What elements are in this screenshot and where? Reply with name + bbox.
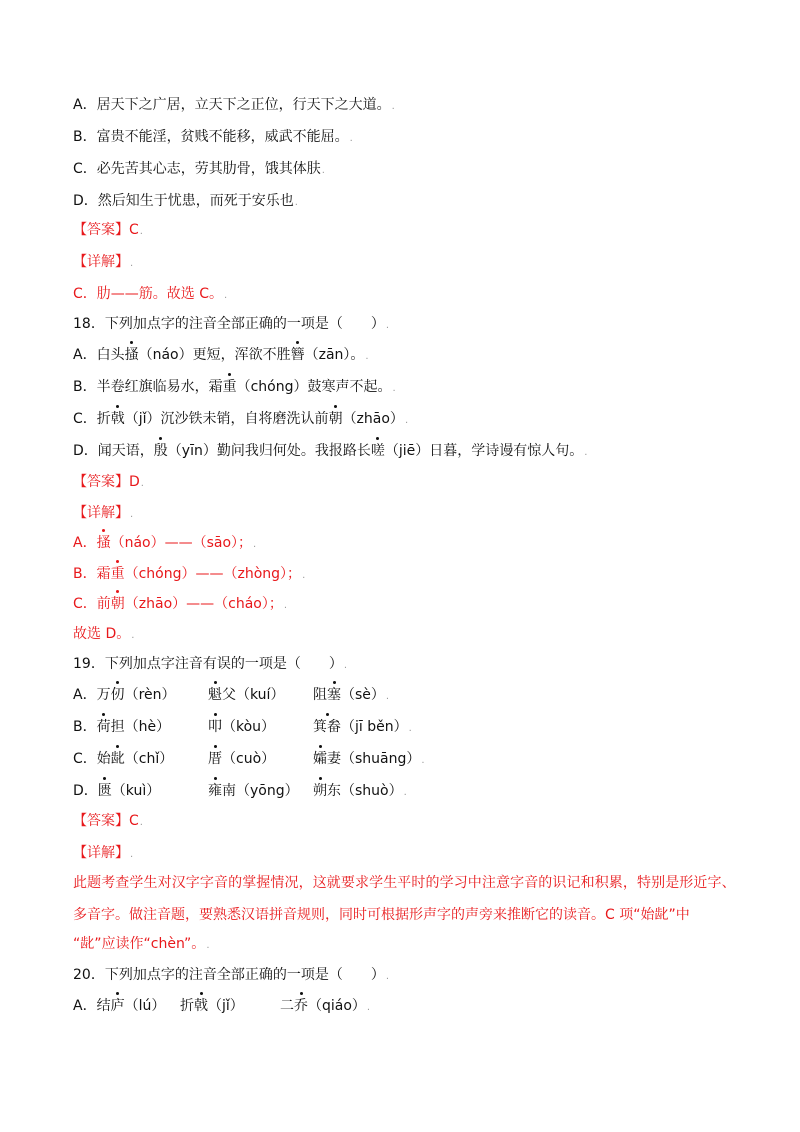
q19-c-item3: 孀妻（shuāng）.	[313, 751, 425, 767]
q18-a-pre: A．白头	[73, 347, 125, 363]
q17-option-d-text: D．然后知生于忧患，而死于安乐也	[73, 193, 294, 209]
dotted-char: 雍	[208, 783, 222, 799]
q18-detail-label: 【详解】.	[73, 505, 134, 521]
dotted-char: 魁	[208, 687, 222, 703]
dotted-char: 孀	[313, 751, 327, 767]
q19-exp-line3-text: “龀”应读作“chèn”。	[73, 936, 206, 952]
q18-option-b: B．半卷红旗临易水，霜重（chóng）鼓寒声不起。.	[73, 379, 396, 395]
q19-stem-text: 19．下列加点字注音有误的一项是（ ）	[73, 656, 343, 672]
q20-stem-text: 20．下列加点字的注音全部正确的一项是（ ）	[73, 967, 385, 983]
q18-c-post: （zhāo）	[342, 411, 404, 427]
q19-answer-label: 【答案】	[73, 813, 129, 829]
q17-option-a-text: A．居天下之广居，立天下之正位，行天下之大道。	[73, 97, 391, 113]
q17-option-d: D．然后知生于忧患，而死于安乐也.	[73, 193, 298, 209]
dotted-char: 朝	[110, 596, 125, 612]
item-post: （sè）	[341, 687, 385, 703]
q19-b-item2	[208, 717, 275, 737]
item-post: 南（yōng）	[222, 783, 299, 799]
q19-d-item3: 朔东（shuò）.	[313, 783, 407, 799]
item-post: （cuò）	[222, 751, 276, 767]
item-pre: 折	[180, 998, 194, 1014]
q19-answer: 【答案】C.	[73, 813, 143, 829]
q19-d-item2	[208, 781, 299, 801]
q18-explain-b: B．霜重（chóng）——（zhòng）；.	[73, 566, 306, 582]
q19-c-item1	[73, 749, 173, 769]
item-pre: 阻	[313, 687, 327, 703]
item-post: 东（shuò）	[327, 783, 403, 799]
dotted-char: 殷	[153, 443, 168, 459]
q18-explain-c: C．前朝（zhāo）——（cháo）；.	[73, 596, 288, 612]
q18-d-post: （jiē）日暮，学诗谩有惊人句。	[384, 443, 584, 459]
q19-explanation-line2	[73, 905, 690, 925]
item-pre: 二	[280, 998, 294, 1014]
item-post: 担（hè）	[110, 719, 171, 735]
q18-b-pre: B．半卷红旗临易水，霜	[73, 379, 223, 395]
dotted-char: 龀	[110, 751, 125, 767]
q19-exp-line1-text: 此题考查学生对汉字字音的掌握情况，这就要求学生平时的学习中注意字音的识记和积累，特别是形近字、	[73, 875, 736, 891]
q17-option-b: B．富贵不能淫，贫贱不能移，威武不能屈。.	[73, 129, 353, 145]
q19-a-item2	[208, 685, 284, 705]
q20-a-item1	[73, 996, 165, 1016]
q20-a-item2	[180, 996, 244, 1016]
q18-option-c: C．折戟（jǐ）沉沙铁未销，自将磨洗认前朝（zhāo）.	[73, 411, 409, 427]
q19-b-item3: 箕畚（jī běn）.	[313, 719, 412, 735]
q18-option-a: A．白头搔（náo）更短，浑欲不胜簪（zān）。.	[73, 347, 369, 363]
dotted-char: 重	[222, 379, 237, 395]
q18-option-d: D．闻天语，殷（yīn）勤问我归何处。我报路长嗟（jiē）日暮，学诗谩有惊人句。.	[73, 443, 588, 459]
dotted-char: 戟	[194, 998, 208, 1014]
dotted-char: 搔	[124, 347, 139, 363]
item-pre: A．万	[73, 687, 111, 703]
q18-detail-label-text: 【详解】	[73, 505, 129, 521]
item-post: （rèn）	[124, 687, 176, 703]
dotted-char: 戟	[110, 411, 125, 427]
q18-e1-pre: A．	[73, 535, 97, 551]
item-post: 父（kuí）	[222, 687, 285, 703]
q18-stem-text: 18．下列加点字的注音全部正确的一项是（ ）	[73, 316, 385, 332]
q20-stem: 20．下列加点字的注音全部正确的一项是（ ）.	[73, 967, 390, 983]
q17-explanation: C．肋——筋。故选 C。.	[73, 286, 228, 302]
dotted-char: 仞	[110, 687, 125, 703]
dotted-char: 荷	[96, 719, 111, 735]
item-post: 妻（shuāng）	[327, 751, 421, 767]
q18-conclusion: 故选 D。.	[73, 626, 135, 642]
item-pre: D．	[73, 783, 98, 799]
q18-e2-pre: B．霜	[73, 566, 111, 582]
q20-a-item3: 二乔（qiáo）.	[280, 998, 371, 1014]
q18-d-mid: （yīn）勤问我归何处。我报路长	[167, 443, 371, 459]
q18-explain-a: A．搔（náo）——（sāo）；.	[73, 535, 257, 551]
q18-a-mid: （náo）更短，浑欲不胜	[138, 347, 291, 363]
item-post: （qiáo）	[308, 998, 366, 1014]
q19-stem: 19．下列加点字注音有误的一项是（ ）.	[73, 656, 348, 672]
q19-answer-value: C	[129, 813, 139, 829]
q18-conclusion-text: 故选 D。	[73, 626, 131, 642]
q17-answer-label: 【答案】	[73, 222, 129, 238]
q18-c-pre: C．折	[73, 411, 111, 427]
q19-explanation-line1	[73, 873, 736, 893]
q17-detail-label-text: 【详解】	[73, 254, 129, 270]
q17-option-c-text: C．必先苦其心志，劳其肋骨，饿其体肤	[73, 161, 321, 177]
q17-explanation-text: C．肋——筋。故选 C。	[73, 286, 224, 302]
q19-d-item1	[73, 781, 160, 801]
q17-answer-value: C	[129, 222, 139, 238]
q18-stem: 18．下列加点字的注音全部正确的一项是（ ）.	[73, 316, 390, 332]
q18-answer: 【答案】D.	[73, 474, 144, 490]
item-pre: C．始	[73, 751, 111, 767]
item-pre: A．结	[73, 998, 111, 1014]
q17-detail-label: 【详解】.	[73, 254, 134, 270]
q18-a-post: （zān）。	[304, 347, 365, 363]
dotted-char: 庐	[110, 998, 125, 1014]
q17-option-a: A．居天下之广居，立天下之正位，行天下之大道。.	[73, 97, 395, 113]
q18-answer-label: 【答案】	[73, 474, 129, 490]
q17-answer: 【答案】C.	[73, 222, 143, 238]
dotted-char: 搔	[96, 535, 111, 551]
q18-e1-post: （náo）——（sāo）；	[110, 535, 253, 551]
dotted-char: 塞	[327, 687, 341, 703]
q18-b-post: （chóng）鼓寒声不起。	[236, 379, 392, 395]
q19-a-item1	[73, 685, 176, 705]
dotted-char: 箕畚	[313, 719, 341, 735]
item-post: （lú）	[124, 998, 166, 1014]
q18-e2-post: （chóng）——（zhòng）；	[124, 566, 302, 582]
dotted-char: 嗟	[370, 443, 385, 459]
dotted-char: 重	[110, 566, 125, 582]
item-post: （kòu）	[222, 719, 276, 735]
q19-c-item2	[208, 749, 275, 769]
item-pre: B．	[73, 719, 97, 735]
q19-exp-line2-text: 多音字。做注音题，要熟悉汉语拼音规则，同时可根据形声字的声旁来推断它的读音。C 项“始龀”中	[73, 907, 690, 923]
dotted-char: 匮	[97, 783, 112, 799]
dotted-char: 厝	[208, 751, 222, 767]
item-post: （jī běn）	[341, 719, 408, 735]
item-post: （chǐ）	[124, 751, 174, 767]
q18-c-mid: （jǐ）沉沙铁未销，自将磨洗认前	[124, 411, 329, 427]
dotted-char: 朝	[328, 411, 343, 427]
dotted-char: 朔	[313, 783, 327, 799]
q17-option-b-text: B．富贵不能淫，贫贱不能移，威武不能屈。	[73, 129, 349, 145]
q18-d-pre: D．闻天语，	[73, 443, 154, 459]
dotted-char: 乔	[294, 998, 308, 1014]
q18-answer-value: D	[129, 474, 140, 490]
q19-detail-label-text: 【详解】	[73, 845, 129, 861]
item-post: （jǐ）	[208, 998, 244, 1014]
q18-e3-post: （zhāo）——（cháo）；	[124, 596, 283, 612]
q17-option-c: C．必先苦其心志，劳其肋骨，饿其体肤.	[73, 161, 325, 177]
dotted-char: 叩	[208, 719, 222, 735]
q19-b-item1	[73, 717, 170, 737]
item-post: （kuì）	[111, 783, 161, 799]
dotted-char: 簪	[290, 347, 305, 363]
q19-explanation-line3: “龀”应读作“chèn”。.	[73, 936, 210, 952]
q19-detail-label: 【详解】.	[73, 845, 134, 861]
q18-e3-pre: C．前	[73, 596, 111, 612]
q19-a-item3: 阻塞（sè）.	[313, 687, 390, 703]
